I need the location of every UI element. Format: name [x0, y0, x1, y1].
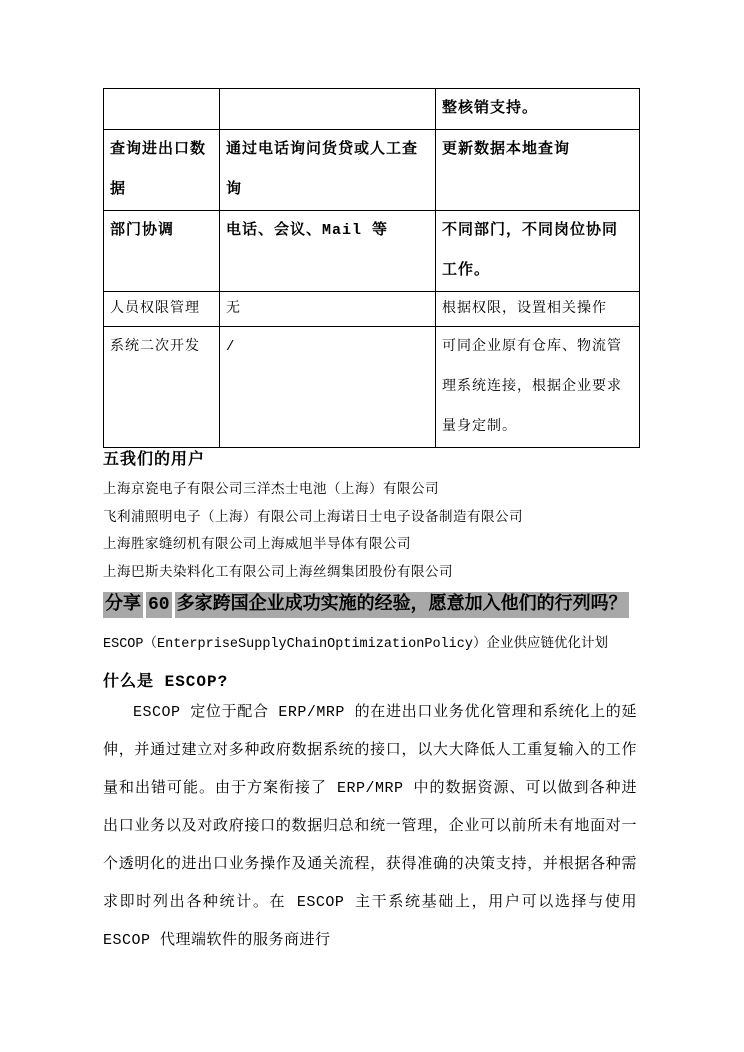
company-line: 上海京瓷电子有限公司三洋杰士电池（上海）有限公司	[103, 483, 439, 498]
table-row	[104, 130, 640, 211]
table-row	[104, 211, 640, 292]
table-row	[104, 292, 640, 327]
highlighted-pitch-line	[103, 589, 629, 615]
table-cell: 部门协调	[104, 211, 220, 292]
highlight-segment: 多家跨国企业成功实施的经验，愿意加入他们的行列吗？	[175, 592, 629, 618]
table-cell	[104, 89, 220, 130]
company-line: 飞利浦照明电子（上海）有限公司上海诺日士电子设备制造有限公司	[103, 510, 523, 526]
section-heading-users: 五我们的用户	[103, 451, 206, 469]
table-cell: 通过电话询问货贷或人工查询	[220, 130, 436, 211]
section-heading-what-is-escop: 什么是 ESCOP?	[103, 673, 229, 691]
table-cell: 整核销支持。	[436, 89, 640, 130]
table-cell: 更新数据本地查询	[436, 130, 640, 211]
table-cell: 无	[220, 292, 436, 327]
company-line: 上海巴斯夫染料化工有限公司上海丝绸集团股份有限公司	[103, 566, 453, 582]
table-cell: /	[220, 327, 436, 448]
highlight-segment: 60	[146, 592, 172, 618]
body-paragraph: ESCOP 定位于配合 ERP/MRP 的在进出口业务优化管理和系统化上的延伸，并通过建立对多种政府数据系统的接口，以大大降低人工重复输入的工作量和出错可能。由于方案衔接了 ERP/MRP 中的数据资源、可以做到各种进出口业务以及对政府接口的数据归总和统一管理，企业可以前所未有地面对一个透明化的进出口业务操作及通关流程，获得准确的决策支持，并根据各种需求即时列出各种统计。在 ESCOP 主干系统基础上，用户可以选择与使用 ESCOP 代理端软件的服务商进行	[103, 704, 637, 949]
table-cell: 根据权限，设置相关操作	[436, 292, 640, 327]
table-cell: 电话、会议、Mail 等	[220, 211, 436, 292]
table-row	[104, 89, 640, 130]
company-line: 上海胜家缝纫机有限公司上海威旭半导体有限公司	[103, 538, 411, 554]
table-cell: 查询进出口数据	[104, 130, 220, 211]
table-cell	[220, 89, 436, 130]
table-cell: 不同部门，不同岗位协同工作。	[436, 211, 640, 292]
comparison-table	[103, 88, 640, 448]
highlight-segment: 分享	[103, 592, 143, 618]
table-row	[104, 327, 640, 448]
company-list	[103, 477, 643, 588]
table-cell: 系统二次开发	[104, 327, 220, 448]
table-cell: 人员权限管理	[104, 292, 220, 327]
escop-subtitle: ESCOP（EnterpriseSupplyChainOptimizationPolicy）企业供应链优化计划	[103, 637, 608, 652]
table-cell: 可同企业原有仓库、物流管理系统连接，根据企业要求量身定制。	[436, 327, 640, 448]
